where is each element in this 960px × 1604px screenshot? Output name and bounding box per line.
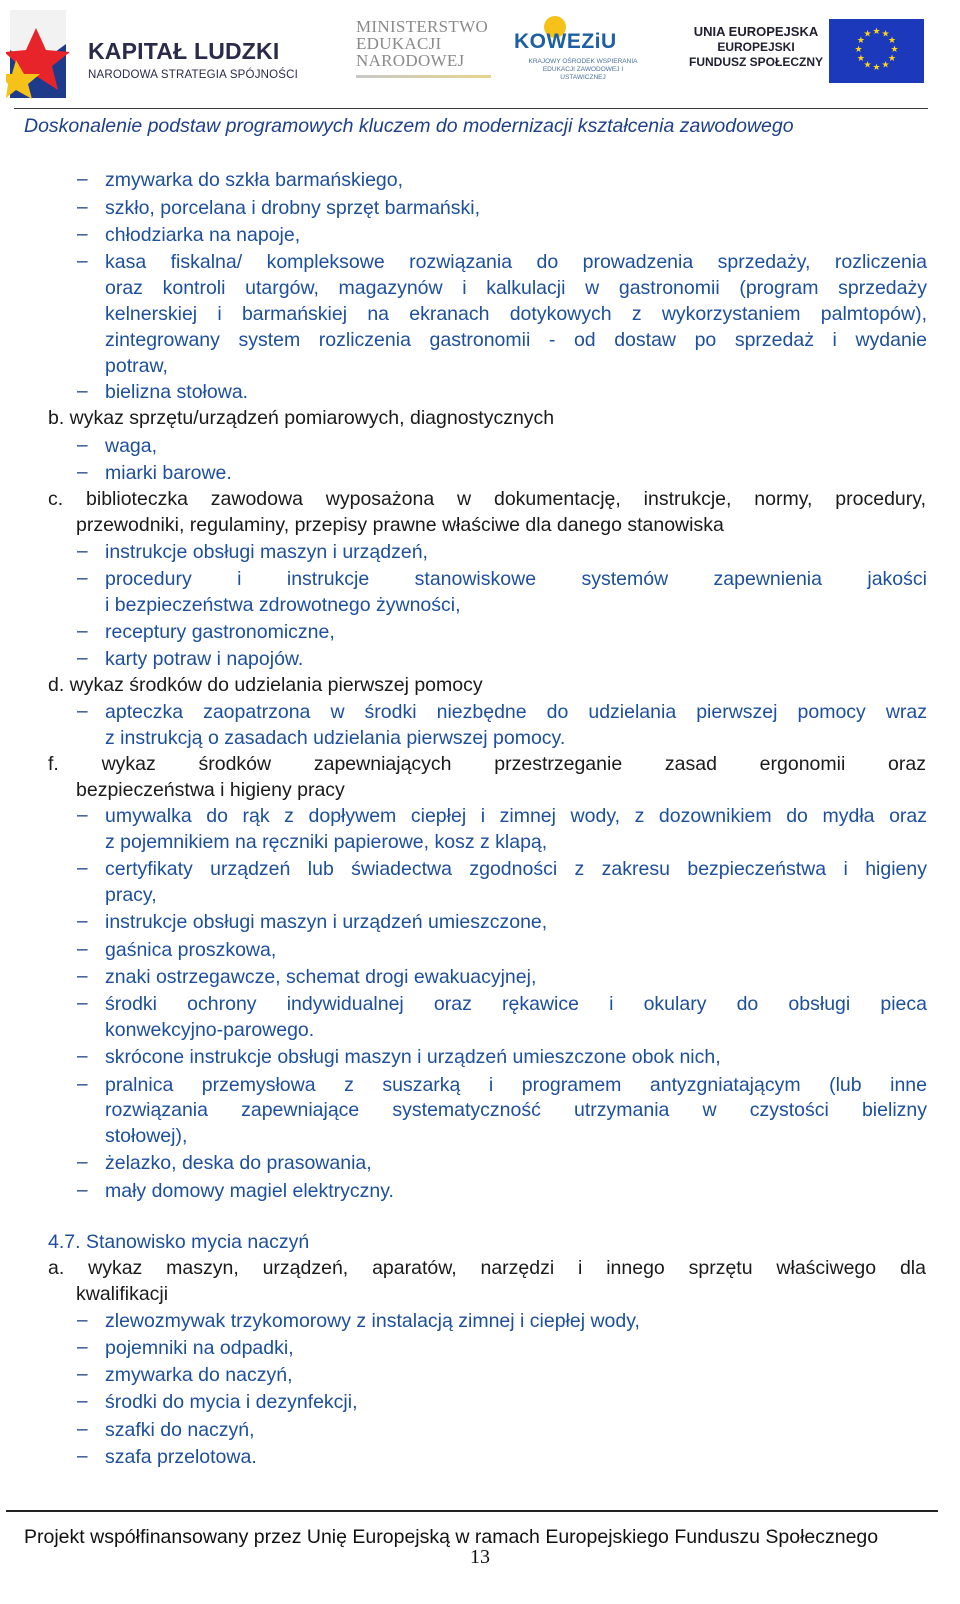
dash-bullet: – [77,966,88,987]
list-item-continuation: z instrukcją o zasadach udzielania pierwszej pomocy. [105,727,566,749]
section-f-heading-continuation: bezpieczeństwa i higieny pracy [76,779,345,801]
koweziu-subtitle-line2: EDUKACJI ZAWODOWEJ I USTAWICZNEJ [542,66,624,81]
list-item-continuation: konwekcyjno-parowego. [105,1019,315,1041]
dash-bullet: – [77,858,88,879]
dash-bullet: – [77,435,88,456]
list-item-text: środki do mycia i dezynfekcji, [105,1391,358,1413]
dash-bullet: – [77,648,88,669]
list-item-text: procedury i instrukcje stanowiskowe systemów zapewnienia jakości [105,568,927,590]
section-c-heading: c. biblioteczka zawodowa wyposażona w dokumentację, instrukcje, normy, procedury, [48,488,926,510]
list-item-text: waga, [105,435,158,457]
svg-text:★: ★ [881,29,890,40]
section-a-heading-continuation: kwalifikacji [76,1283,169,1305]
list-item-text: żelazko, deska do prasowania, [105,1152,372,1174]
dash-bullet: – [77,197,88,218]
section-b-heading: b. wykaz sprzętu/urządzeń pomiarowych, diagnostycznych [48,407,555,429]
list-item-continuation: stołowej), [105,1125,188,1147]
list-item-text: zlewozmywak trzykomorowy z instalacją zimnej i ciepłej wody, [105,1310,640,1332]
dash-bullet: – [77,993,88,1014]
running-title: Doskonalenie podstaw programowych kluczem do modernizacji kształcenia zawodowego [24,115,794,137]
list-item-text: instrukcje obsługi maszyn i urządzeń, [105,541,428,563]
list-item-text: zmywarka do szkła barmańskiego, [105,169,404,191]
footer-text: Projekt współfinansowany przez Unię Europejską w ramach Europejskiego Funduszu Społecznego [24,1526,879,1548]
svg-text:★: ★ [854,45,863,55]
kapital-ludzki-subtitle: NARODOWA STRATEGIA SPÓJNOŚCI [88,69,299,81]
svg-text:★: ★ [856,54,865,64]
list-item-text: receptury gastronomiczne, [105,621,335,643]
header-separator [14,108,928,109]
list-item-text: pojemniki na odpadki, [105,1337,294,1359]
list-item-text: znaki ostrzegawcze, schemat drogi ewakuacyjnej, [105,966,537,988]
list-item-text: umywalka do rąk z dopływem ciepłej i zimnej wody, z dozownikiem do mydła oraz [105,805,927,827]
dash-bullet: – [77,1046,88,1067]
list-item-text: kasa fiskalna/ kompleksowe rozwiązania do prowadzenia sprzedaży, rozliczenia [105,251,927,273]
dash-bullet: – [77,568,88,589]
dash-bullet: – [77,1337,88,1358]
list-item-text: gaśnica proszkowa, [105,939,277,961]
list-item-continuation: rozwiązania zapewniające systematyczność utrzymania w czystości bielizny [105,1099,927,1121]
list-item-text: instrukcje obsługi maszyn i urządzeń umieszczone, [105,911,548,933]
dash-bullet: – [77,381,88,402]
dash-bullet: – [77,1180,88,1201]
list-item-text: zmywarka do naczyń, [105,1364,293,1386]
footer-separator [6,1510,938,1512]
list-item-text: bielizna stołowa. [105,381,249,403]
svg-text:★: ★ [863,29,872,40]
list-item-continuation: kelnerskiej i barmańskiej na ekranach dotykowych z wykorzystaniem palmtopów), [105,303,927,325]
ministerstwo-logo [356,18,496,69]
dash-bullet: – [77,1310,88,1331]
dash-bullet: – [77,224,88,245]
dash-bullet: – [77,939,88,960]
svg-text:★: ★ [890,45,899,55]
svg-text:★: ★ [872,63,881,73]
list-item-text: miarki barowe. [105,462,232,484]
dash-bullet: – [77,621,88,642]
list-item-text: chłodziarka na napoje, [105,224,301,246]
dash-bullet: – [77,541,88,562]
kapital-ludzki-logo [6,4,316,104]
page-number: 13 [470,1546,490,1568]
ministerstwo-line1: MINISTERSTWO [356,17,489,36]
list-item-continuation: i bezpieczeństwa zdrowotnego żywności, [105,594,461,616]
svg-text:★: ★ [888,54,897,64]
eu-stars-icon [829,19,924,83]
list-item-continuation: potraw, [105,355,168,377]
list-item-text: skrócone instrukcje obsługi maszyn i urządzeń umieszczone obok nich, [105,1046,721,1068]
unia-europejska-text [686,24,826,70]
kapital-ludzki-emblem-icon [6,4,78,104]
section-c-heading-continuation: przewodniki, regulaminy, przepisy prawne właściwe dla danego stanowiska [76,514,724,536]
svg-text:★: ★ [881,60,890,71]
list-item-text: środki ochrony indywidualnej oraz rękawice i okulary do obsługi pieca [105,993,927,1015]
list-item-continuation: pracy, [105,884,157,906]
logo-banner [0,0,960,110]
dash-bullet: – [77,1364,88,1385]
unia-line1: UNIA EUROPEJSKA [693,24,819,39]
koweziu-logo [514,16,644,86]
section-f-heading: f. wykaz środków zapewniających przestrzeganie zasad ergonomii oraz [48,753,926,775]
list-item-continuation: oraz kontroli utargów, magazynów i kalkulacji w gastronomii (program sprzedaży [105,277,927,299]
dash-bullet: – [77,701,88,722]
eu-flag-icon [829,19,924,83]
ministerstwo-line2: EDUKACJI [356,34,442,53]
dash-bullet: – [77,1074,88,1095]
svg-text:★: ★ [872,27,881,37]
dash-bullet: – [77,169,88,190]
list-item-text: pralnica przemysłowa z suszarką i programem antyzgniatającym (lub inne [105,1074,927,1096]
svg-text:★: ★ [863,60,872,71]
dash-bullet: – [77,1152,88,1173]
dash-bullet: – [77,1446,88,1467]
koweziu-subtitle [528,58,638,82]
list-item-continuation: z pojemnikiem na ręczniki papierowe, kosz z klapą, [105,831,548,853]
unia-line2: EUROPEJSKI [717,40,795,54]
dash-bullet: – [77,911,88,932]
dash-bullet: – [77,805,88,826]
list-item-text: apteczka zaopatrzona w środki niezbędne do udzielania pierwszej pomocy wraz [105,701,927,723]
dash-bullet: – [77,1419,88,1440]
list-item-text: mały domowy magiel elektryczny. [105,1180,394,1202]
dash-bullet: – [77,251,88,272]
section-a-heading: a. wykaz maszyn, urządzeń, aparatów, narzędzi i innego sprzętu właściwego dla [48,1257,926,1279]
list-item-text: karty potraw i napojów. [105,648,304,670]
list-item-text: szafa przelotowa. [105,1446,257,1468]
dash-bullet: – [77,1391,88,1412]
ministerstwo-line3: NARODOWEJ [356,51,465,70]
ministerstwo-underline [356,75,491,78]
unia-line3: FUNDUSZ SPOŁECZNY [688,55,823,69]
koweziu-subtitle-line1: KRAJOWY OŚRODEK WSPIERANIA [528,58,638,65]
section-4-7-heading: 4.7. Stanowisko mycia naczyń [48,1231,310,1253]
svg-text:★: ★ [888,36,897,46]
list-item-text: szafki do naczyń, [105,1419,255,1441]
koweziu-title: KOWEZiU [514,30,617,53]
list-item-text: certyfikaty urządzeń lub świadectwa zgodności z zakresu bezpieczeństwa i higieny [105,858,927,880]
list-item-text: szkło, porcelana i drobny sprzęt barmański, [105,197,481,219]
list-item-continuation: zintegrowany system rozliczenia gastronomii - od dostaw po sprzedaż i wydanie [105,329,927,351]
kapital-ludzki-title: KAPITAŁ LUDZKI [88,38,280,64]
section-d-heading: d. wykaz środków do udzielania pierwszej pomocy [48,674,483,696]
dash-bullet: – [77,462,88,483]
svg-text:★: ★ [856,36,865,46]
